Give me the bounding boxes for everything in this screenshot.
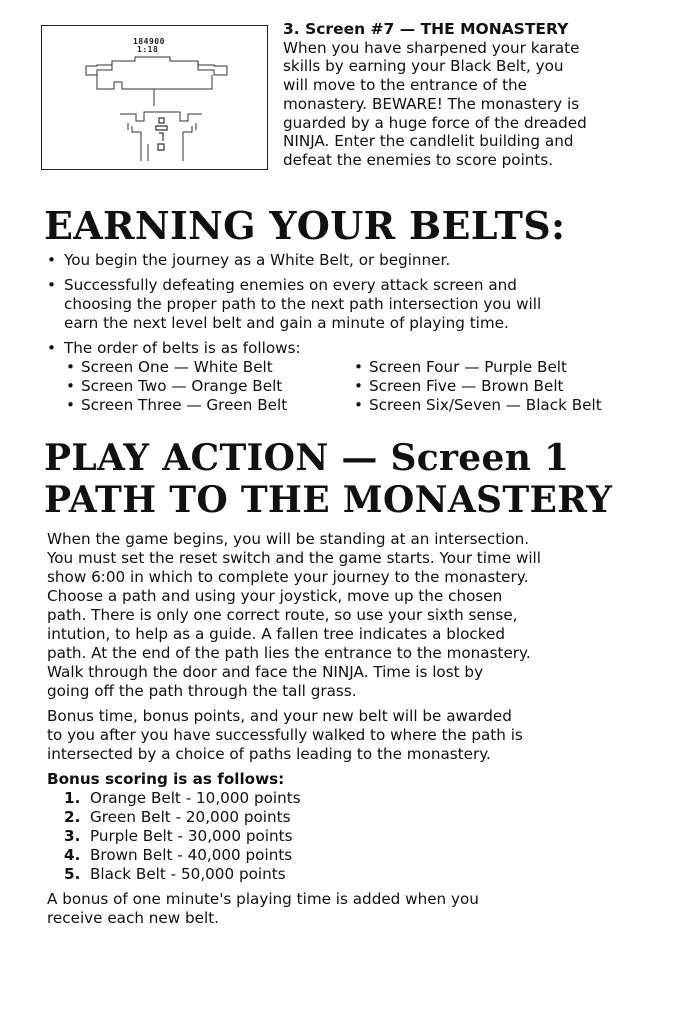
bonus-item xyxy=(64,808,662,827)
bonus-text: Purple Belt - 30,000 points xyxy=(90,827,293,845)
intro-line: monastery. BEWARE! The monastery is xyxy=(283,94,580,113)
body-line: path. There is only one correct route, so use your sixth sense, xyxy=(47,606,518,624)
monastery-base xyxy=(97,75,212,89)
body-line: When the game begins, you will be standing at an intersection. xyxy=(47,530,530,548)
monastery-roof xyxy=(86,57,227,75)
body-line: A bonus of one minute's playing time is added when you xyxy=(47,890,479,908)
bonus-number: 4. xyxy=(64,846,81,864)
list-item xyxy=(46,251,656,270)
bullet-text: choosing the proper path to the next path intersection you will xyxy=(64,295,542,313)
monastery-drawing xyxy=(42,26,269,171)
bonus-text: Brown Belt - 40,000 points xyxy=(90,846,293,864)
belt-order-item: • Screen Two — Orange Belt xyxy=(66,377,354,396)
bonus-scoring-title: Bonus scoring is as follows: xyxy=(47,770,285,788)
body-line: You must set the reset switch and the game starts. Your time will xyxy=(47,549,541,567)
body-line: path. At the end of the path lies the entrance to the monastery. xyxy=(47,644,531,662)
monastery-lower-left xyxy=(128,123,141,132)
intro-line: will move to the entrance of the xyxy=(283,76,527,95)
bonus-item xyxy=(64,789,662,808)
thumbnail-score: 184900 xyxy=(133,37,165,46)
bullet-text: • You begin the journey as a White Belt, or beginner. xyxy=(64,251,451,269)
intro-line: When you have sharpened your karate xyxy=(283,38,580,57)
body-line: to you after you have successfully walked to where the path is xyxy=(47,726,523,744)
heading-play-action: PLAY ACTION — Screen 1 xyxy=(44,437,570,479)
monastery-lower-frame xyxy=(120,112,202,121)
belt-order-item: • Screen Three — Green Belt xyxy=(66,396,354,415)
bonus-list xyxy=(64,789,662,884)
monastery-description xyxy=(283,20,655,170)
bonus-text: Black Belt - 50,000 points xyxy=(90,865,286,883)
thumbnail-time: 1:18 xyxy=(137,45,159,54)
bonus-number: 5. xyxy=(64,865,81,883)
bonus-item xyxy=(64,846,662,865)
belt-order-item: • Screen One — White Belt xyxy=(66,358,354,377)
body-line: intution, to help as a guide. A fallen tree indicates a blocked xyxy=(47,625,505,643)
body-line: show 6:00 in which to complete your journey to the monastery. xyxy=(47,568,529,586)
belt-order-item: • Screen Six/Seven — Black Belt xyxy=(354,396,654,415)
monastery-screen-thumbnail xyxy=(41,25,268,170)
intro-line: NINJA. Enter the candlelit building and xyxy=(283,132,574,151)
intro-line: defeat the enemies to score points. xyxy=(283,150,554,169)
body-line: receive each new belt. xyxy=(47,909,219,927)
monastery-lower-right xyxy=(183,123,196,132)
heading-earning-belts: EARNING YOUR BELTS: xyxy=(44,203,566,248)
bullet-text: • Successfully defeating enemies on every attack screen and xyxy=(64,276,517,294)
list-item xyxy=(46,276,656,333)
play-action-body xyxy=(47,530,662,934)
belt-bullet-list xyxy=(46,251,656,415)
belt-order-grid xyxy=(66,358,656,415)
belt-order-item: • Screen Four — Purple Belt xyxy=(354,358,654,377)
bonus-item xyxy=(64,827,662,846)
intro-line: guarded by a huge force of the dreaded xyxy=(283,113,587,132)
paragraph-game-start xyxy=(47,530,662,701)
section-title-monastery: 3. Screen #7 — THE MONASTERY xyxy=(283,20,569,38)
bonus-scoring xyxy=(47,770,662,884)
body-line: going off the path through the tall grass. xyxy=(47,682,357,700)
paragraph-bonus xyxy=(47,707,662,764)
bonus-number: 1. xyxy=(64,789,81,807)
bonus-text: Orange Belt - 10,000 points xyxy=(90,789,301,807)
intro-line: skills by earning your Black Belt, you xyxy=(283,57,564,76)
paragraph-closing xyxy=(47,890,662,928)
bullet-text: • The order of belts is as follows: xyxy=(64,339,301,357)
body-line: Choose a path and using your joystick, move up the chosen xyxy=(47,587,503,605)
bonus-number: 2. xyxy=(64,808,81,826)
monastery-wall xyxy=(141,132,183,161)
bonus-text: Green Belt - 20,000 points xyxy=(90,808,291,826)
bullet-text: earn the next level belt and gain a minute of playing time. xyxy=(64,314,509,332)
bonus-number: 3. xyxy=(64,827,81,845)
heading-path-to-monastery: PATH TO THE MONASTERY xyxy=(44,479,613,521)
body-line: Bonus time, bonus points, and your new belt will be awarded xyxy=(47,707,512,725)
belt-order-item: • Screen Five — Brown Belt xyxy=(354,377,654,396)
list-item xyxy=(46,339,656,415)
body-line: intersected by a choice of paths leading to the monastery. xyxy=(47,745,491,763)
bonus-item xyxy=(64,865,662,884)
ninja-figure xyxy=(156,118,167,150)
body-line: Walk through the door and face the NINJA. Time is lost by xyxy=(47,663,484,681)
